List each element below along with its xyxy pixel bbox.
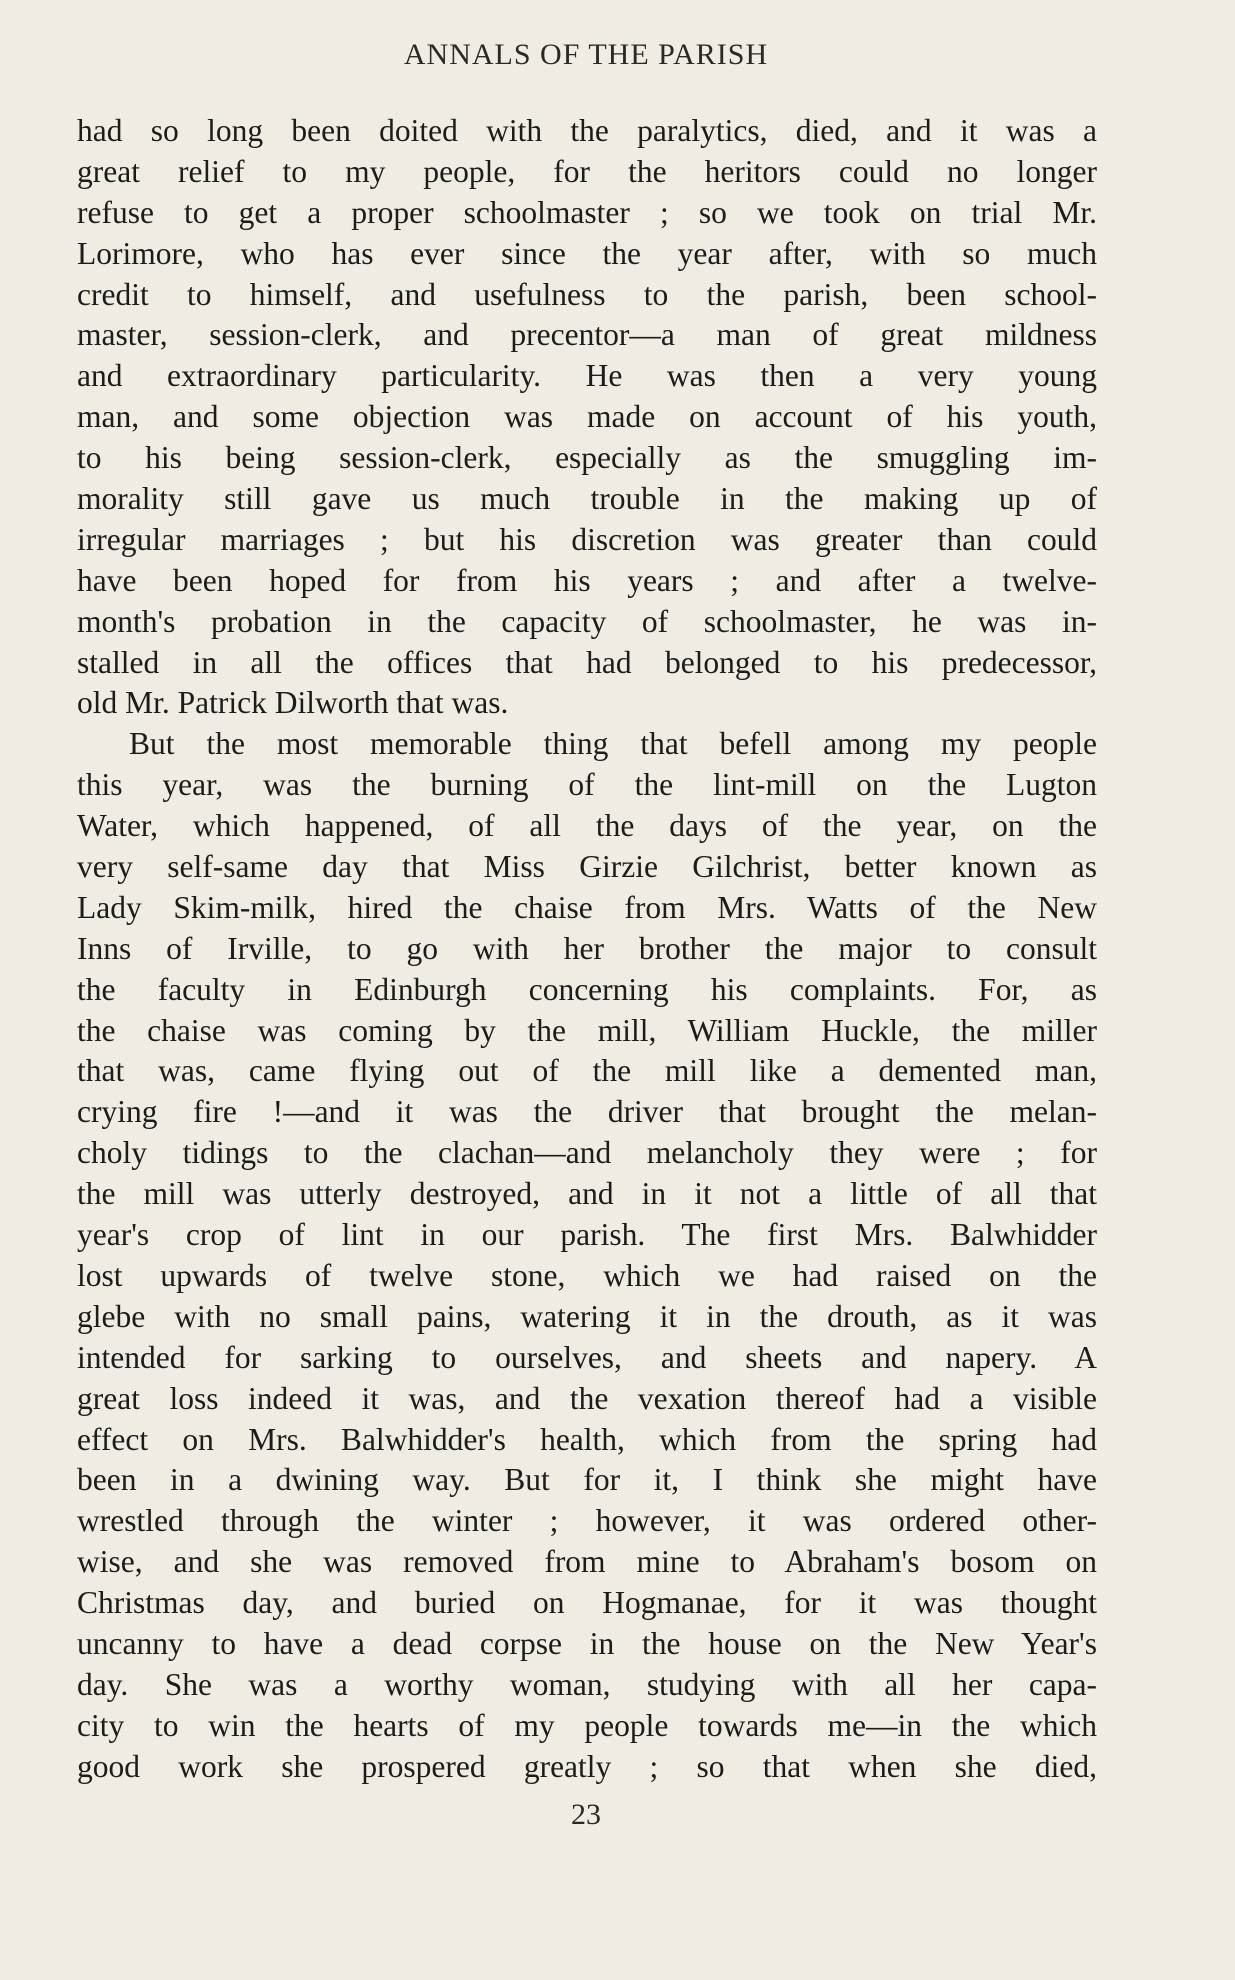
text-line: stalled in all the offices that had belonged to his predecessor, (77, 644, 1097, 680)
text-line: Lady Skim-milk, hired the chaise from Mrs. Watts of the New (77, 889, 1097, 925)
paragraph (77, 111, 1097, 724)
text-line: good work she prospered greatly ; so that when she died, (77, 1748, 1097, 1784)
text-line: refuse to get a proper schoolmaster ; so we took on trial Mr. (77, 194, 1097, 230)
body-text (77, 111, 1097, 1788)
text-line: irregular marriages ; but his discretion was greater than could (77, 521, 1097, 557)
text-line: old Mr. Patrick Dilworth that was. (77, 685, 509, 721)
text-line: the faculty in Edinburgh concerning his complaints. For, as (77, 971, 1097, 1007)
text-line: Water, which happened, of all the days of the year, on the (77, 808, 1097, 844)
text-line: year's crop of lint in our parish. The first Mrs. Balwhidder (77, 1217, 1097, 1253)
text-line: master, session-clerk, and precentor—a man of great mildness (77, 317, 1097, 353)
text-line: city to win the hearts of my people towards me—in the which (77, 1707, 1097, 1743)
text-line: that was, came flying out of the mill like a demented man, (77, 1053, 1097, 1089)
text-line: choly tidings to the clachan—and melancholy they were ; for (77, 1135, 1097, 1171)
text-line: month's probation in the capacity of schoolmaster, he was in- (77, 603, 1097, 639)
page-number: 23 (571, 1798, 601, 1831)
text-line: have been hoped for from his years ; and after a twelve- (77, 562, 1097, 598)
text-line: this year, was the burning of the lint-mill on the Lugton (77, 767, 1097, 803)
text-line: wrestled through the winter ; however, it was ordered other- (77, 1503, 1097, 1539)
text-line: crying fire !—and it was the driver that brought the melan- (77, 1094, 1097, 1130)
text-line: glebe with no small pains, watering it in the drouth, as it was (77, 1298, 1097, 1334)
text-line: lost upwards of twelve stone, which we had raised on the (77, 1257, 1097, 1293)
paragraph (77, 724, 1097, 1787)
text-line: and extraordinary particularity. He was then a very young (77, 358, 1097, 394)
text-line: had so long been doited with the paralytics, died, and it was a (77, 113, 1097, 148)
text-line: Inns of Irville, to go with her brother the major to consult (77, 930, 1097, 966)
text-line: Lorimore, who has ever since the year after, with so much (77, 235, 1097, 271)
text-line: intended for sarking to ourselves, and sheets and napery. A (77, 1339, 1097, 1375)
text-line: day. She was a worthy woman, studying with all her capa- (77, 1666, 1097, 1702)
text-line: the chaise was coming by the mill, William Huckle, the miller (77, 1012, 1097, 1048)
text-line: to his being session-clerk, especially as the smuggling im- (77, 440, 1097, 476)
text-line: morality still gave us much trouble in the making up of (77, 481, 1097, 517)
text-line: wise, and she was removed from mine to Abraham's bosom on (77, 1544, 1097, 1580)
text-line: effect on Mrs. Balwhidder's health, which from the spring had (77, 1421, 1097, 1457)
text-line: But the most memorable thing that befell among my people (129, 726, 1097, 762)
running-head: ANNALS OF THE PARISH (403, 38, 769, 71)
text-line: been in a dwining way. But for it, I think she might have (77, 1462, 1097, 1498)
text-line: uncanny to have a dead corpse in the house on the New Year's (77, 1625, 1097, 1661)
text-line: Christmas day, and buried on Hogmanae, for it was thought (77, 1585, 1097, 1621)
text-line: man, and some objection was made on account of his youth, (77, 399, 1097, 435)
text-line: great relief to my people, for the heritors could no longer (77, 153, 1097, 189)
text-line: very self-same day that Miss Girzie Gilchrist, better known as (77, 849, 1097, 885)
text-line: great loss indeed it was, and the vexation thereof had a visible (77, 1380, 1097, 1416)
text-line: the mill was utterly destroyed, and in it not a little of all that (77, 1176, 1097, 1212)
text-line: credit to himself, and usefulness to the parish, been school- (77, 276, 1097, 312)
